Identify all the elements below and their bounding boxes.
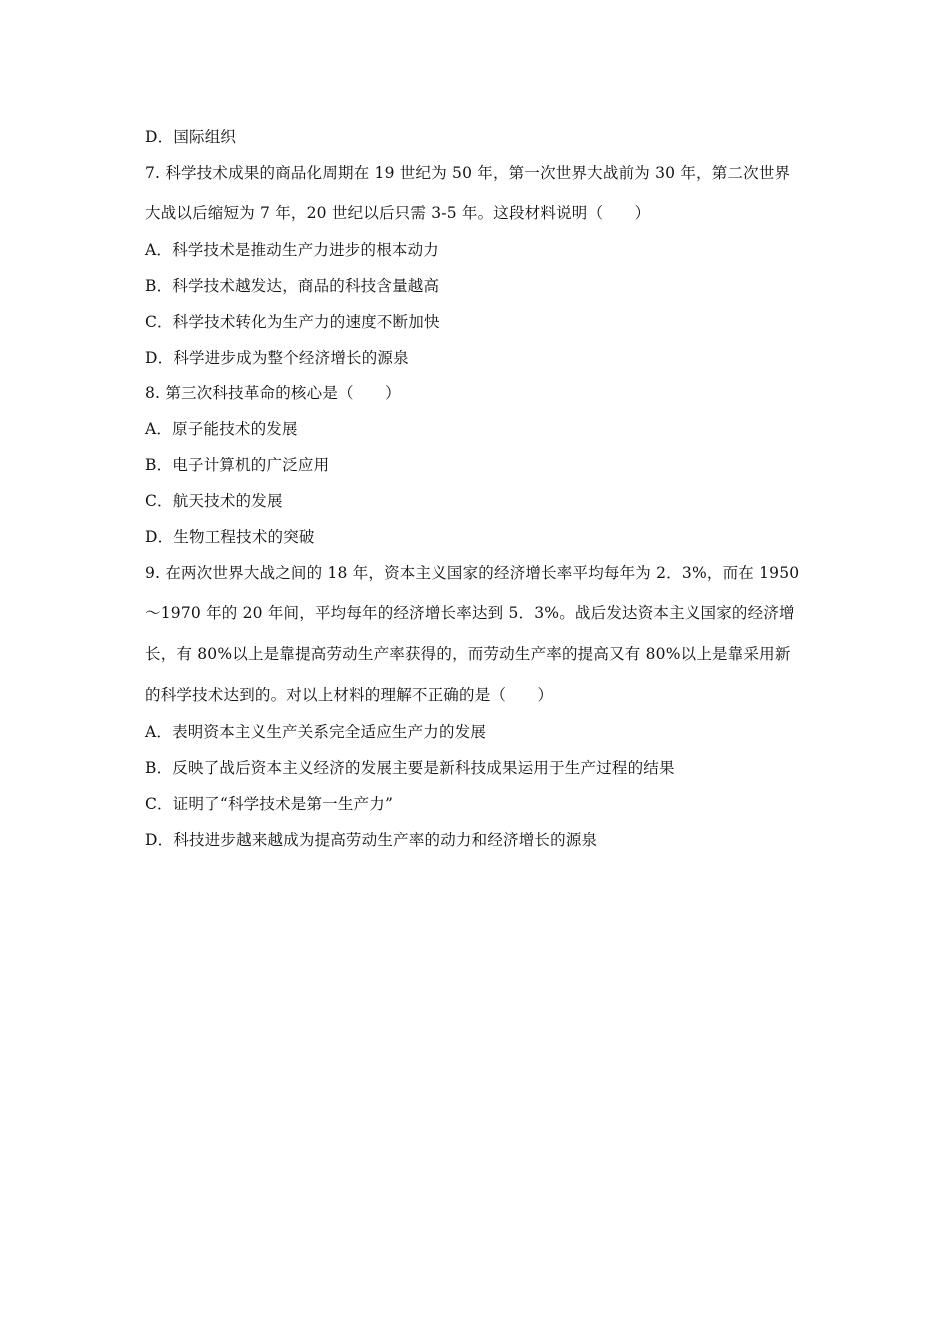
q7-option-a: A．科学技术是推动生产力进步的根本动力 bbox=[145, 241, 439, 259]
q9-stem-line-1: 9. 在两次世界大战之间的 18 年，资本主义国家的经济增长率平均每年为 2．3%，而在 1950 bbox=[145, 564, 800, 582]
q9-stem-line-3: 长，有 80%以上是靠提高劳动生产率获得的，而劳动生产率的提高又有 80%以上是靠采用新 bbox=[145, 645, 791, 663]
q7-stem-line-2: 大战以后缩短为 7 年，20 世纪以后只需 3-5 年。这段材料说明（ ） bbox=[145, 204, 651, 222]
q7-option-d: D．科学进步成为整个经济增长的源泉 bbox=[145, 349, 409, 367]
q8-option-b: B．电子计算机的广泛应用 bbox=[145, 456, 330, 474]
q9-stem-line-2: ～1970 年的 20 年间，平均每年的经济增长率达到 5．3%。战后发达资本主义国家的经济增 bbox=[145, 604, 795, 622]
q8-option-c: C．航天技术的发展 bbox=[145, 492, 283, 510]
q7-option-c: C．科学技术转化为生产力的速度不断加快 bbox=[145, 313, 440, 331]
q8-stem: 8. 第三次科技革命的核心是（ ） bbox=[145, 384, 401, 402]
q7-stem-line-1: 7. 科学技术成果的商品化周期在 19 世纪为 50 年，第一次世界大战前为 30 年，第二次世界 bbox=[145, 164, 791, 182]
q9-stem-line-4: 的科学技术达到的。对以上材料的理解不正确的是（ ） bbox=[145, 686, 554, 704]
q9-option-a: A．表明资本主义生产关系完全适应生产力的发展 bbox=[145, 723, 487, 741]
q7-option-b: B．科学技术越发达，商品的科技含量越高 bbox=[145, 277, 440, 295]
q9-option-d: D．科技进步越来越成为提高劳动生产率的动力和经济增长的源泉 bbox=[145, 831, 598, 849]
q6-option-d: D．国际组织 bbox=[145, 128, 237, 146]
q9-option-b: B．反映了战后资本主义经济的发展主要是新科技成果运用于生产过程的结果 bbox=[145, 759, 675, 777]
q9-option-c: C．证明了“科学技术是第一生产力” bbox=[145, 795, 394, 813]
q8-option-d: D．生物工程技术的突破 bbox=[145, 528, 315, 546]
q8-option-a: A．原子能技术的发展 bbox=[145, 420, 298, 438]
